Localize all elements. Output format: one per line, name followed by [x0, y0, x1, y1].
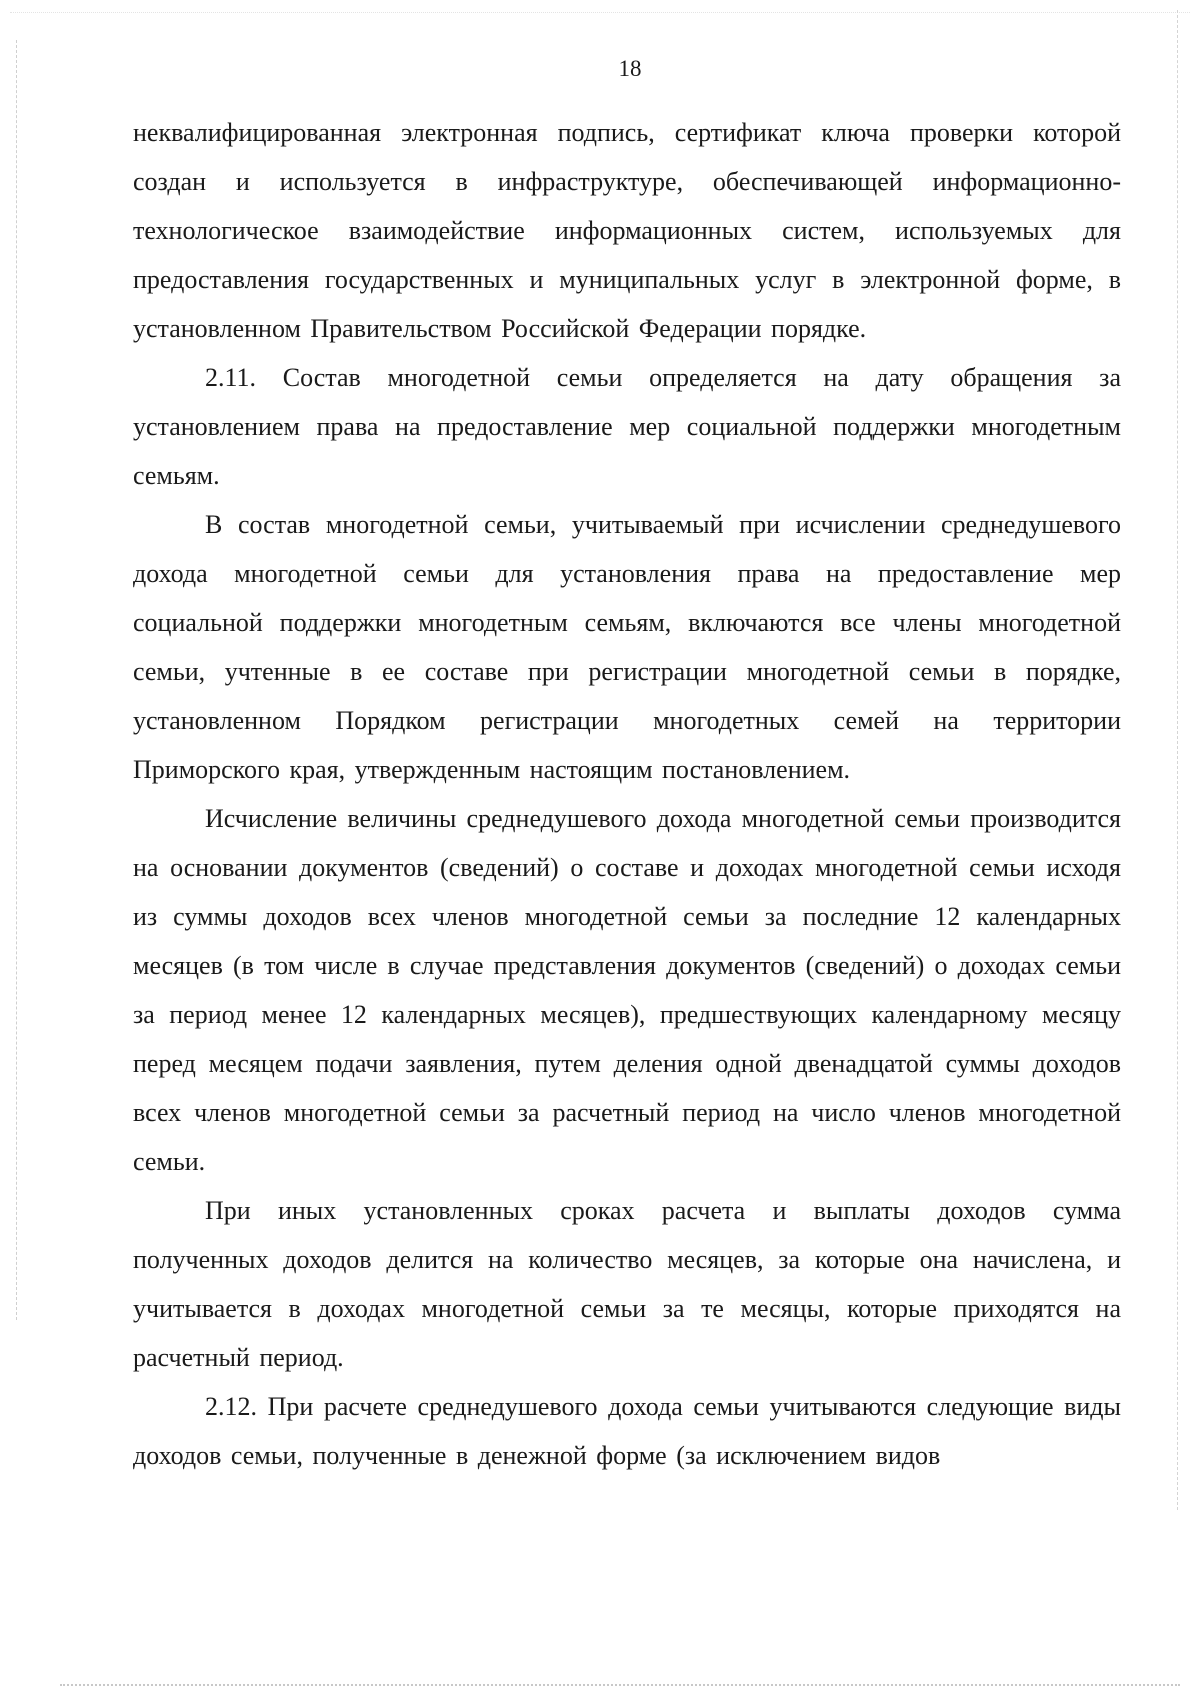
paragraph-2-11: 2.11. Состав многодетной семьи определяется на дату обращения за установлением права на предоставление мер социальной поддержки многодетным семьям. — [133, 363, 1121, 490]
paragraph-income-calculation: Исчисление величины среднедушевого дохода многодетной семьи производится на основании документов (сведений) о составе и доходах многодетной семьи исходя из суммы доходов всех членов многодетной семьи за последние 12 календарных месяцев (в том числе в случае представления документов (сведений) о доходах семьи за период менее 12 календарных месяцев), предшествующих календарному месяцу перед месяцем подачи заявления, путем деления одной двенадцатой суммы доходов всех членов многодетной семьи за расчетный период на число членов многодетной семьи. — [133, 804, 1121, 1176]
scan-edge-right — [1177, 10, 1178, 1510]
scan-edge-left — [16, 40, 17, 1320]
paragraph-other-terms: При иных установленных сроках расчета и выплаты доходов сумма полученных доходов делится на количество месяцев, за которые она начислена, и учитывается в доходах многодетной семьи за те месяцы, которые приходятся на расчетный период. — [133, 1196, 1121, 1372]
scan-edge-bottom — [60, 1684, 1180, 1686]
page-number: 18 — [618, 56, 642, 81]
paragraph-2-12: 2.12. При расчете среднедушевого дохода семьи учитываются следующие виды доходов семьи, полученные в денежной форме (за исключением видов — [133, 1392, 1121, 1470]
paragraph-family-composition: В состав многодетной семьи, учитываемый при исчислении среднедушевого дохода многодетной семьи для установления права на предоставление мер социальной поддержки многодетным семьям, включаются все члены многодетной семьи, учтенные в ее составе при регистрации многодетной семьи в порядке, установленном Порядком регистрации многодетных семей на территории Приморского края, утвержденным настоящим постановлением. — [133, 510, 1121, 784]
document-body — [133, 108, 1121, 1480]
paragraph-continuation: неквалифицированная электронная подпись, сертификат ключа проверки которой создан и используется в инфраструктуре, обеспечивающей информационно-технологическое взаимодействие информационных систем, используемых для предоставления государственных и муниципальных услуг в электронной форме, в установленном Правительством Российской Федерации порядке. — [133, 118, 1121, 343]
scan-edge-top — [10, 12, 1190, 13]
